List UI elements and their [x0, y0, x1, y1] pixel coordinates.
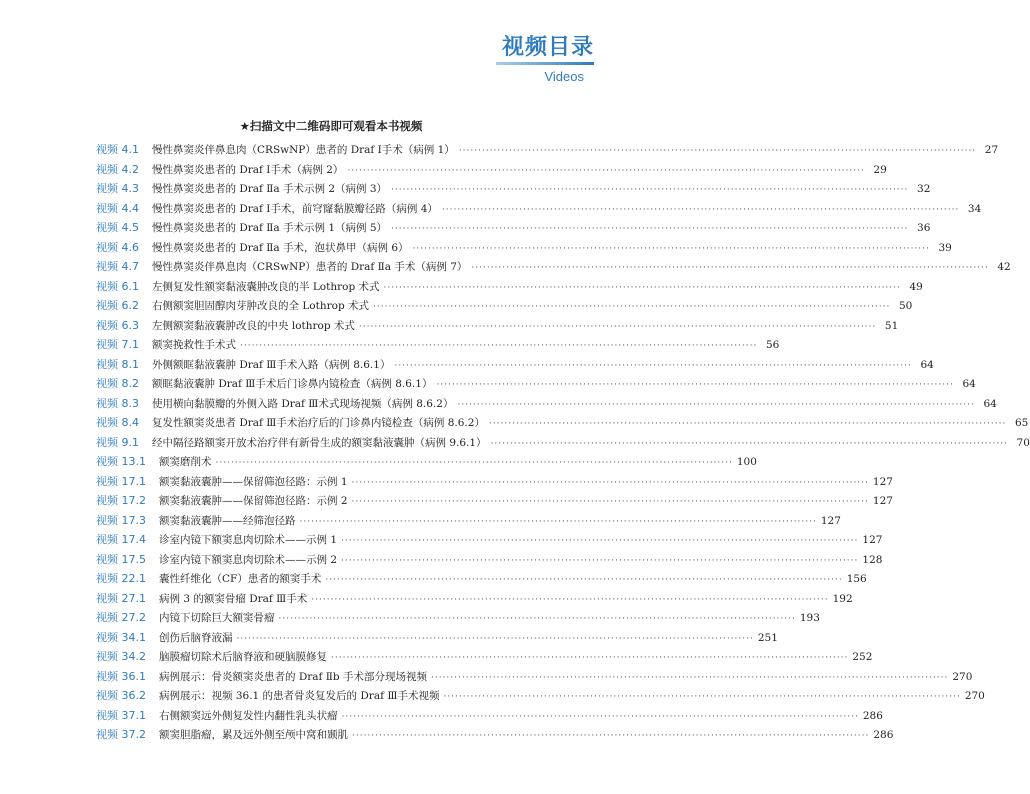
- video-title: 诊室内镜下额窦息肉切除术——示例 1: [159, 534, 338, 546]
- leader-dots: [431, 669, 948, 689]
- leader-dots: [459, 142, 976, 162]
- page-number: 270: [952, 670, 973, 683]
- video-number: 视频 36.1: [96, 669, 146, 683]
- video-number: 视频 4.2: [96, 162, 139, 176]
- video-entry[interactable]: [96, 628, 778, 648]
- video-title: 慢性鼻窦炎伴鼻息肉（CRSwNP）患者的 Draf Ⅱa 手术（病例 7）: [152, 261, 468, 273]
- leader-dots: [384, 279, 901, 299]
- page-number: 36: [917, 222, 931, 234]
- leader-dots: [216, 454, 733, 474]
- video-entry[interactable]: [96, 413, 1029, 433]
- video-title: 创伤后脑脊液漏: [159, 631, 233, 644]
- section-title: 视频目录: [501, 35, 594, 60]
- video-title: 内镜下切除巨大额窦骨瘤: [159, 612, 275, 624]
- video-number: 视频 36.2: [96, 689, 146, 702]
- video-title: 慢性鼻窦炎伴鼻息肉（CRSwNP）患者的 Draf Ⅰ手术（病例 1）: [152, 144, 455, 156]
- video-title: 额窦挽救性手术式: [152, 339, 236, 351]
- leader-dots: [352, 493, 869, 513]
- page-number: 64: [920, 358, 934, 371]
- video-number: 视频 17.4: [96, 533, 146, 546]
- leader-dots: [311, 591, 828, 611]
- video-title: 右侧额窦远外侧复发性内翻性乳头状瘤: [159, 709, 338, 722]
- video-number: 视频 27.1: [96, 591, 146, 605]
- page-number: 127: [862, 534, 883, 546]
- page-number: 64: [962, 378, 976, 390]
- page-number: 70: [1016, 436, 1030, 449]
- leader-dots: [300, 513, 817, 533]
- video-entry[interactable]: [96, 589, 853, 609]
- page-number: 156: [846, 573, 867, 585]
- leader-dots: [341, 532, 858, 552]
- video-title: 病例 3 的额窦骨瘤 Draf Ⅲ手术: [159, 592, 308, 605]
- video-entry[interactable]: [96, 140, 999, 160]
- page-number: 39: [938, 241, 952, 254]
- section-subtitle: Videos: [544, 69, 584, 84]
- video-entry[interactable]: [96, 238, 952, 258]
- leader-dots: [352, 727, 869, 747]
- video-number: 视频 17.1: [96, 474, 146, 488]
- video-title: 使用横向黏膜瓣的外侧入路 Draf Ⅲ术式现场视频（病例 8.6.2）: [152, 397, 454, 410]
- video-title: 囊性纤维化（CF）患者的额窦手术: [159, 573, 322, 585]
- page-number: 270: [964, 690, 985, 702]
- video-number: 视频 4.4: [96, 201, 139, 215]
- leader-dots: [391, 181, 908, 201]
- video-number: 视频 34.1: [96, 630, 146, 644]
- video-title: 诊室内镜下额窦息肉切除术——示例 2: [159, 553, 338, 566]
- video-number: 视频 9.1: [96, 435, 139, 449]
- video-title: 慢性鼻窦炎患者的 Draf Ⅱa 手术示例 2（病例 3）: [152, 183, 388, 195]
- video-entry[interactable]: [96, 218, 931, 238]
- page-number: 50: [899, 300, 913, 312]
- video-number: 视频 8.4: [96, 416, 139, 429]
- leader-dots: [373, 298, 890, 318]
- video-title: 右侧额窦胆固醇肉芽肿改良的全 Lothrop 术式: [152, 300, 370, 312]
- leader-dots: [413, 240, 930, 260]
- video-entry[interactable]: [96, 647, 873, 667]
- page-number: 34: [967, 202, 982, 215]
- video-entry[interactable]: [96, 394, 997, 414]
- video-title: 脑膜瘤切除术后脑脊液和硬脑膜修复: [159, 651, 327, 663]
- leader-dots: [240, 337, 757, 357]
- video-title: 慢性鼻窦炎患者的 Draf Ⅱa 手术示例 1（病例 5）: [152, 222, 388, 234]
- video-entry[interactable]: [96, 160, 887, 180]
- video-title: 额窦黏液囊肿——保留筛泡径路：示例 2: [159, 495, 348, 507]
- video-number: 视频 8.2: [96, 377, 139, 390]
- video-number: 视频 4.5: [96, 221, 139, 234]
- video-entry[interactable]: [96, 374, 976, 394]
- page-number: 56: [765, 339, 780, 351]
- page-number: 127: [872, 495, 893, 507]
- page-number: 252: [852, 651, 873, 663]
- video-entry[interactable]: [96, 433, 1030, 453]
- video-number: 视频 17.5: [96, 552, 146, 566]
- leader-dots: [279, 610, 796, 630]
- video-title: 左侧额窦黏液囊肿改良的中央 lothrop 术式: [152, 319, 355, 332]
- leader-dots: [352, 474, 869, 494]
- page-number: 286: [873, 729, 894, 741]
- video-number: 视频 34.2: [96, 650, 146, 663]
- video-entry[interactable]: [96, 491, 893, 511]
- leader-dots: [237, 630, 754, 650]
- leader-dots: [443, 688, 960, 708]
- video-title: 慢性鼻窦炎患者的 Draf Ⅰ手术（病例 2）: [152, 163, 344, 176]
- video-number: 视频 13.1: [96, 455, 146, 468]
- video-title: 额窦黏液囊肿——经筛泡径路: [159, 514, 296, 527]
- video-entry[interactable]: [96, 608, 820, 628]
- video-entry[interactable]: [96, 199, 982, 219]
- leader-dots: [471, 259, 988, 279]
- video-entry[interactable]: [96, 179, 931, 199]
- video-number: 视频 4.1: [96, 143, 139, 156]
- video-entry[interactable]: [96, 316, 899, 336]
- video-number: 视频 4.7: [96, 260, 139, 273]
- page-number: 32: [917, 183, 931, 195]
- video-entry[interactable]: [96, 296, 913, 316]
- leader-dots: [347, 162, 864, 182]
- video-title: 慢性鼻窦炎患者的 Draf Ⅱa 手术，泡状鼻甲（病例 6）: [152, 241, 409, 254]
- video-number: 视频 6.3: [96, 318, 139, 332]
- video-entry[interactable]: [96, 686, 985, 706]
- video-number: 视频 37.2: [96, 728, 146, 741]
- page-number: 127: [872, 475, 893, 488]
- page-number: 65: [1014, 417, 1029, 429]
- page-number: 193: [799, 612, 820, 624]
- video-title: 外侧额眶黏液囊肿 Draf Ⅲ手术入路（病例 8.6.1）: [152, 358, 391, 371]
- video-number: 视频 17.3: [96, 513, 146, 527]
- leader-dots: [457, 396, 974, 416]
- video-title: 经中隔径路额窦开放术治疗伴有新骨生成的额窦黏液囊肿（病例 9.6.1）: [152, 436, 487, 449]
- video-title: 病例展示：骨炎额窦炎患者的 Draf Ⅱb 手术部分现场视频: [159, 670, 427, 683]
- video-entry[interactable]: [96, 257, 1011, 277]
- video-number: 视频 27.2: [96, 611, 146, 624]
- video-number: 视频 8.1: [96, 357, 139, 371]
- video-number: 视频 17.2: [96, 494, 146, 507]
- page-number: 51: [884, 319, 899, 332]
- video-title: 额眶黏液囊肿 Draf Ⅲ手术后门诊鼻内镜检查（病例 8.6.1）: [152, 378, 433, 390]
- video-entry[interactable]: [96, 530, 883, 550]
- video-title: 额窦磨削术: [159, 456, 212, 468]
- video-number: 视频 7.1: [96, 338, 139, 351]
- leader-dots: [325, 571, 842, 591]
- page-number: 49: [909, 280, 923, 293]
- video-title: 额窦胆脂瘤，累及远外侧至颅中窝和颞肌: [159, 729, 348, 741]
- video-number: 视频 22.1: [96, 572, 146, 585]
- video-number: 视频 4.3: [96, 182, 139, 195]
- leader-dots: [341, 552, 858, 572]
- video-entry[interactable]: [96, 569, 867, 589]
- video-entry[interactable]: [96, 335, 780, 355]
- page-number: 64: [983, 397, 997, 410]
- page-number: 29: [873, 163, 887, 176]
- leader-dots: [331, 649, 848, 669]
- video-number: 视频 37.1: [96, 708, 146, 722]
- leader-dots: [436, 376, 953, 396]
- video-title: 病例展示：视频 36.1 的患者骨炎复发后的 Draf Ⅲ手术视频: [159, 690, 440, 702]
- video-entry[interactable]: [96, 472, 893, 492]
- video-title: 慢性鼻窦炎患者的 Draf Ⅰ手术，前穹窿黏膜瓣径路（病例 4）: [152, 202, 438, 215]
- leader-dots: [491, 435, 1008, 455]
- page-number: 100: [736, 456, 757, 468]
- page-number: 127: [820, 514, 841, 527]
- title-underline: [496, 62, 594, 65]
- page-number: 27: [984, 144, 999, 156]
- leader-dots: [342, 708, 859, 728]
- page-number: 128: [862, 553, 883, 566]
- leader-dots: [442, 201, 959, 221]
- video-entry[interactable]: [96, 452, 757, 472]
- qr-notice: ★扫描文中二维码即可观看本书视频: [239, 119, 423, 133]
- page-number: 42: [997, 261, 1011, 273]
- leader-dots: [359, 318, 876, 338]
- video-title: 左侧复发性额窦黏液囊肿改良的半 Lothrop 术式: [152, 280, 380, 293]
- page-number: 286: [862, 709, 883, 722]
- video-entry[interactable]: [96, 725, 894, 745]
- video-entry[interactable]: [96, 550, 883, 570]
- page-number: 192: [832, 592, 853, 605]
- video-title: 额窦黏液囊肿——保留筛泡径路：示例 1: [159, 475, 348, 488]
- video-number: 视频 8.3: [96, 396, 139, 410]
- video-entry[interactable]: [96, 355, 934, 375]
- video-entry[interactable]: [96, 511, 841, 531]
- page-number: 251: [757, 631, 778, 644]
- video-number: 视频 4.6: [96, 240, 139, 254]
- page-header: [502, 30, 594, 84]
- leader-dots: [391, 220, 908, 240]
- video-title: 复发性额窦炎患者 Draf Ⅲ手术治疗后的门诊鼻内镜检查（病例 8.6.2）: [152, 417, 485, 429]
- video-number: 视频 6.2: [96, 299, 139, 312]
- video-list: [96, 140, 1030, 745]
- leader-dots: [394, 357, 911, 377]
- video-entry[interactable]: [96, 277, 923, 297]
- video-number: 视频 6.1: [96, 279, 139, 293]
- leader-dots: [489, 415, 1006, 435]
- video-entry[interactable]: [96, 706, 883, 726]
- video-entry[interactable]: [96, 667, 973, 687]
